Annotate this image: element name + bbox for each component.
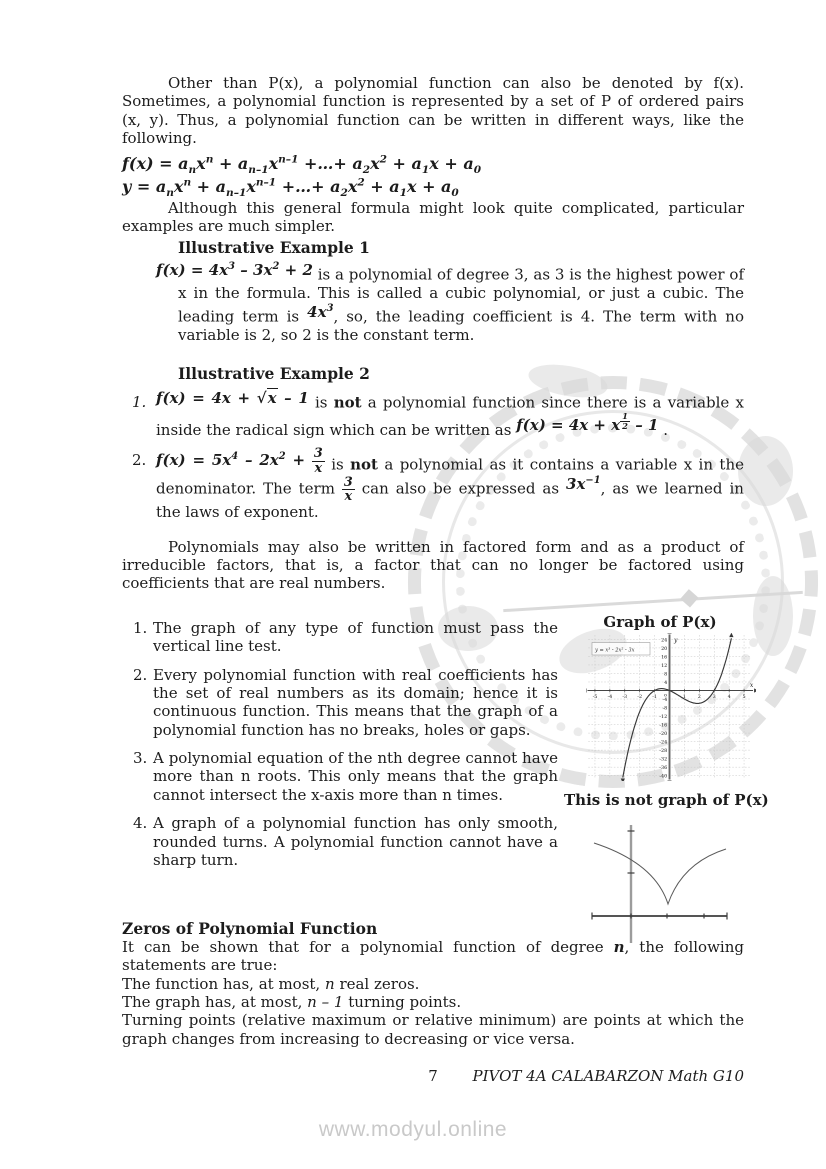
svg-text:12: 12 <box>661 662 668 669</box>
item-number: 1. <box>132 392 147 411</box>
fact-number: 4. <box>133 814 148 833</box>
zeros-heading: Zeros of Polynomial Function <box>122 918 378 938</box>
example2-item-2: 2. $f(x) = 5x^4 - 2x^2$ + $\frac{3}{x}$ is not a polynomial as it contains a variable x in the denominator. The term $\frac{3}{x}$ can also be expressed as $3x^{-1}$, as we learned in the laws of exponent. <box>132 446 744 522</box>
svg-text:16: 16 <box>661 654 668 661</box>
graph2-title: This is not graph of P(x) <box>564 791 769 810</box>
item-rewritten-formula: f(x) = 4x + x $^{\frac{1}{2}}$ – 1 <box>516 410 659 435</box>
zeros-statement-4: Turning points (relative maximum or relative minimum) are points at which the graph changes from increasing to decreasing or vice versa. <box>122 1011 744 1048</box>
svg-text:-2: -2 <box>637 694 643 701</box>
svg-text:-5: -5 <box>592 694 598 701</box>
general-formula-fx: $f(x) = a_nx^n + a_{n-1}x^{n-1}$ +…+ $a_2x^2 + a_1x + a_0$ <box>122 153 482 176</box>
facts-and-graphs <box>122 611 769 911</box>
svg-text:24: 24 <box>661 637 668 644</box>
example1-formula: $f(x) = 4x^3 - 3x^2 + 2$ <box>156 261 313 280</box>
zeros-statement-2: The function has, at most, n real zeros. <box>122 974 420 993</box>
illustrative-example-2-heading: Illustrative Example 2 <box>178 363 370 383</box>
although-paragraph: Although this general formula might look quite complicated, particular examples are much simpler. <box>122 198 744 236</box>
example2-list <box>122 389 744 522</box>
zeros-statement-3: The graph has, at most, n – 1 turning points. <box>122 992 462 1011</box>
item-formula: f(x) = 4x + √x – 1 <box>156 388 309 407</box>
svg-text:-12: -12 <box>659 714 668 721</box>
svg-text:-16: -16 <box>659 722 668 729</box>
svg-text:-3: -3 <box>622 694 628 701</box>
page-content <box>122 0 769 1048</box>
fact-number: 2. <box>133 665 148 684</box>
svg-text:o: o <box>664 692 668 699</box>
seal-blob <box>753 576 793 656</box>
svg-text:-36: -36 <box>659 765 668 772</box>
fact-number: 3. <box>133 749 148 768</box>
illustrative-example-1-heading: Illustrative Example 1 <box>178 238 370 258</box>
svg-text:3: 3 <box>712 694 716 701</box>
fact-text: A polynomial equation of the nth degree cannot have more than n roots. This only means that the graph cannot intersect the x-axis more than n times. <box>153 749 558 804</box>
polynomial-graph-svg <box>586 633 756 781</box>
svg-text:8: 8 <box>664 671 668 678</box>
fact-text: The graph of any type of function must pass the vertical line test. <box>153 618 558 656</box>
page-number: 7 <box>428 1067 438 1085</box>
example1-block <box>122 261 744 344</box>
page-footer <box>122 1067 744 1087</box>
general-formula-y: $y = a_nx^n + a_{n-1}x^{n-1}$ +…+ $a_2x^2 + a_1x + a_0$ <box>122 176 459 200</box>
svg-text:-28: -28 <box>659 748 668 755</box>
svg-text:5: 5 <box>742 694 746 701</box>
graph1-title: Graph of P(x) <box>603 612 717 631</box>
svg-text:y = x³ - 2x² - 3x: y = x³ - 2x² - 3x <box>595 647 635 654</box>
svg-text:-32: -32 <box>659 756 668 763</box>
svg-text:4: 4 <box>727 694 731 701</box>
item-number: 2. <box>132 451 147 470</box>
fact-text: Every polynomial function with real coefficients has the set of real numbers as its domain; hence it is continuous function. This means that the graph of a polynomial function has no breaks, holes or gaps. <box>153 665 558 739</box>
zeros-statement-1: It can be shown that for a polynomial function of degree n, the following statements are true: <box>122 937 744 975</box>
not-emphasis: not <box>333 393 362 412</box>
fact-item <box>122 666 558 740</box>
svg-text:1: 1 <box>682 694 686 701</box>
fact-item <box>122 619 558 656</box>
cusp-graph-svg <box>576 815 731 945</box>
svg-text:-4: -4 <box>607 694 613 701</box>
footer-source: PIVOT 4A CALABARZON Math G10 <box>472 1067 744 1085</box>
fact-number: 1. <box>133 618 148 637</box>
svg-text:y: y <box>674 637 678 645</box>
polynomial-graph <box>586 633 756 781</box>
cusp-graph <box>576 815 731 945</box>
fact-item <box>122 749 558 804</box>
item-formula: $f(x) = 5x^4 - 2x^2$ + $\frac{3}{x}$ <box>156 446 323 476</box>
example2-item-1: 1. f(x) = 4x + √x – 1 is not a polynomial function since there is a variable x inside the radical sign which can be written as f(x) = 4x + x $^{\frac{1}{2}}$ – 1 . <box>132 388 744 439</box>
svg-text:-24: -24 <box>659 739 668 746</box>
example1-text: is a polynomial of degree 3, as 3 is the highest power of x in the formula. This is called a cubic polynomial, or just a cubic. The leading term is <box>178 265 745 326</box>
item-fraction-term: $\frac{3}{x}$ <box>343 474 353 504</box>
svg-text:-8: -8 <box>662 705 668 712</box>
svg-text:-40: -40 <box>659 773 668 780</box>
graphs-column <box>562 612 769 945</box>
item-text: a polynomial as it contains a variable x in the denominator. The term <box>156 455 744 498</box>
item-text: a polynomial function since there is a variable x inside the radical sign which can be written as <box>156 393 744 439</box>
example1-leading-term: $4x^3$ <box>307 302 334 321</box>
svg-text:-1: -1 <box>652 694 657 701</box>
svg-text:20: 20 <box>661 645 668 652</box>
svg-text:4: 4 <box>664 680 668 687</box>
svg-text:-4: -4 <box>662 697 668 704</box>
svg-text:x: x <box>749 682 754 690</box>
intro-paragraph: Other than P(x), a polynomial function can also be denoted by f(x). Sometimes, a polynomial function is represented by a set of P of ordered pairs (x, y). Thus, a polynomial function can be written in different ways, like the following. <box>122 74 744 148</box>
site-watermark: www.modyul.online <box>318 1118 508 1141</box>
facts-list <box>122 611 558 870</box>
example1-text-continued: , so, the leading coefficient is 4. The term with no variable is 2, so 2 is the constant term. <box>178 307 745 344</box>
svg-text:2: 2 <box>697 694 701 701</box>
svg-text:-20: -20 <box>659 731 668 738</box>
fact-text: A graph of a polynomial function has only smooth, rounded turns. A polynomial function cannot have a sharp turn. <box>153 814 558 869</box>
seal-blob <box>738 436 793 506</box>
not-emphasis: not <box>350 455 378 474</box>
item-exponent-term: $3x^{-1}$ <box>566 475 601 494</box>
fact-item <box>122 814 558 869</box>
factored-paragraph: Polynomials may also be written in factored form and as a product of irreducible factors, that is, a factor that can no longer be factored using coefficients that are real numbers. <box>122 537 744 593</box>
